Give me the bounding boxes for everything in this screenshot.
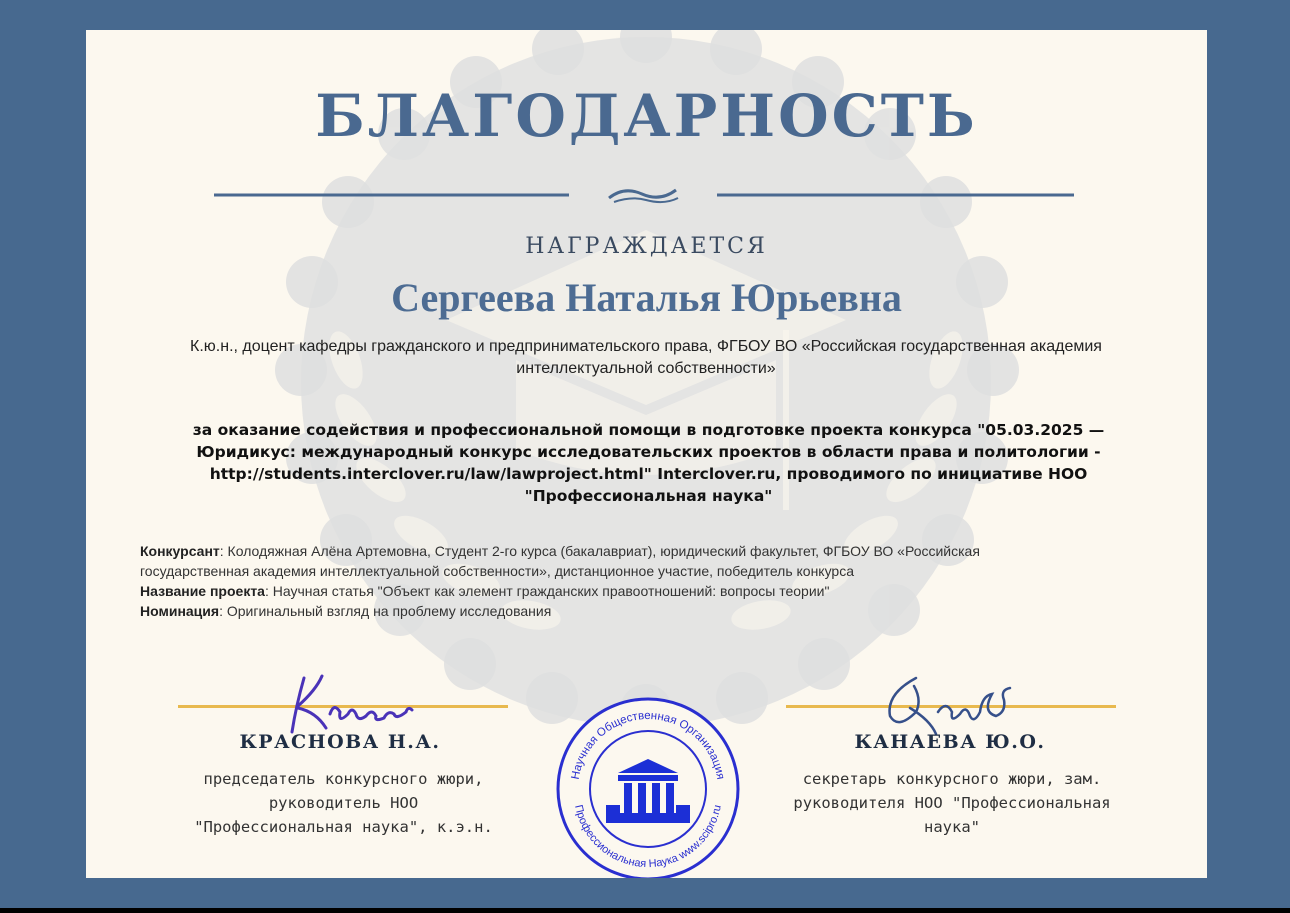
stamp-top-text: Научная Общественная Организация xyxy=(569,709,727,781)
certificate-sheet xyxy=(86,30,1207,878)
contestant-line xyxy=(140,541,1080,581)
left-signature-icon xyxy=(276,666,426,738)
contestant-label: Конкурсант xyxy=(140,543,220,559)
contestant-value: : Колодяжная Алёна Артемовна, Студент 2-го курса (бакалавриат), юридический факультет, ФГБОУ ВО «Российская государственная академия интеллектуальной собственности», дистанционное участие, победитель конкурса xyxy=(140,543,980,579)
right-signer-name: КАНАЕВА Ю.О. xyxy=(854,731,1046,753)
project-line xyxy=(140,581,1080,601)
right-signature-icon xyxy=(876,660,1026,740)
ornament-divider-icon xyxy=(214,180,1074,210)
nomination-line xyxy=(140,601,1080,621)
right-signer-role: секретарь конкурсного жюри, зам. руководителя НОО "Профессиональная наука" xyxy=(793,770,1111,836)
project-value: : Научная статья "Объект как элемент гражданских правоотношений: вопросы теории" xyxy=(264,583,830,599)
stamp-bottom-text: Профессиональная Наука www.scipro.ru xyxy=(572,803,724,871)
left-signer-role: председатель конкурсного жюри, руководитель НОО "Профессиональная наука", к.э.н. xyxy=(194,770,493,836)
nomination-label: Номинация xyxy=(140,603,220,619)
awarded-label: НАГРАЖДАЕТСЯ xyxy=(525,234,768,259)
recipient-position: К.ю.н., доцент кафедры гражданского и предпринимательского права, ФГБОУ ВО «Российская государственная академия интеллектуальной собственности» xyxy=(190,338,1102,377)
contest-details xyxy=(140,541,1080,621)
recipient-name: Сергеева Наталья Юрьевна xyxy=(391,275,902,320)
award-reason: за оказание содействия и профессиональной помощи в подготовке проекта конкурса "05.03.2025 — Юридикус: международный конкурс исследовательских проектов в области права и политологии - http://students.interclover.ru/law/lawproject.html" Interclover.ru, проводимого по инициативе НОО "Профессиональная наука" xyxy=(192,421,1105,505)
nomination-value: : Оригинальный взгляд на проблему исследования xyxy=(219,603,552,619)
certificate-title: БЛАГОДАРНОСТЬ xyxy=(315,82,978,150)
left-signer-name: КРАСНОВА Н.А. xyxy=(239,731,441,753)
project-label: Название проекта xyxy=(140,583,265,599)
organization-stamp-icon xyxy=(554,695,742,878)
